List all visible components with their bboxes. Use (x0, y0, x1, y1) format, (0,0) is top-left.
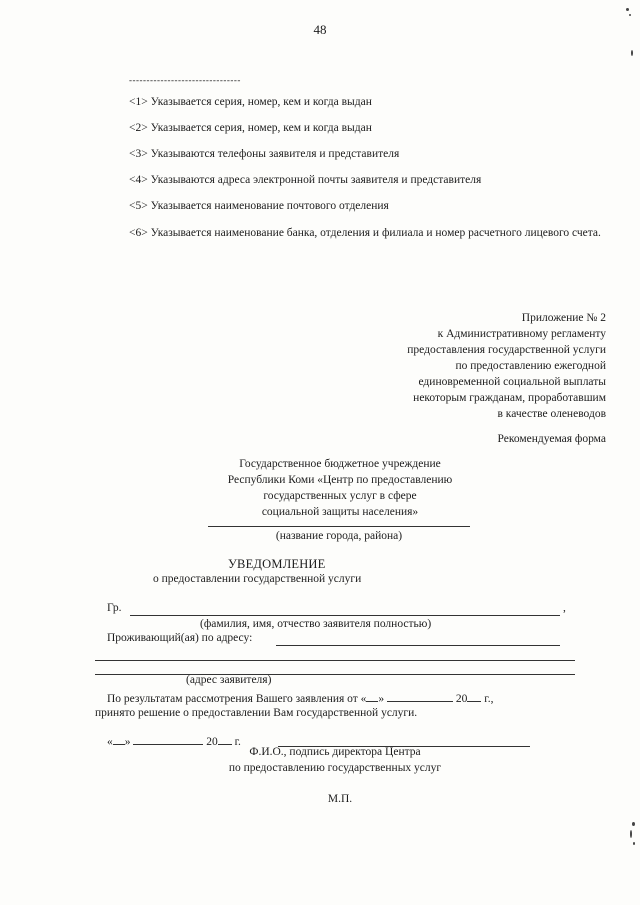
result-year: 20 (455, 693, 468, 705)
address-line-1 (95, 660, 575, 661)
sign-date-close: » (124, 736, 131, 748)
appendix-line-1: Приложение № 2 (521, 312, 606, 324)
residence-line (276, 645, 560, 646)
scan-speck (633, 842, 635, 845)
citizen-line-end: , (563, 602, 566, 614)
stamp-label: М.П. (327, 793, 353, 805)
result-year-blank (467, 690, 481, 702)
footnote-6: <6> Указывается наименование банка, отделения и филиала и номер расчетного лицевого счета. (129, 227, 601, 239)
appendix-line-3: предоставления государственной услуги (407, 344, 606, 356)
footnote-2: <2> Указывается серия, номер, кем и когда выдан (129, 122, 372, 134)
signature-caption-2: по предоставлению государственных услуг (228, 762, 442, 774)
institution-line-2: Республики Коми «Центр по предоставлению (227, 474, 453, 486)
appendix-line-5: единовременной социальной выплаты (418, 376, 606, 388)
footnote-5: <5> Указывается наименование почтового отделения (129, 200, 389, 212)
appendix-line-4: по предоставлению ежегодной (455, 360, 606, 372)
result-text (107, 690, 493, 705)
footnote-4: <4> Указываются адреса электронной почты заявителя и представителя (129, 174, 482, 186)
footnote-separator: -------------------------------- (129, 75, 241, 85)
sign-year: 20 (206, 736, 218, 748)
result-month-blank (387, 690, 453, 702)
sign-day-blank (113, 733, 125, 745)
footnote-3: <3> Указываются телефоны заявителя и представителя (129, 148, 400, 160)
result-text-mid: » (378, 693, 385, 705)
sign-month-blank (133, 733, 203, 745)
sign-year-suffix: г. (234, 736, 241, 748)
scan-speck (631, 50, 633, 56)
scan-speck (629, 14, 631, 16)
scan-speck (630, 830, 632, 838)
sign-year-blank (218, 733, 232, 745)
signature-caption-1: Ф.И.О., подпись директора Центра (249, 746, 421, 758)
notice-title: УВЕДОМЛЕНИЕ (228, 557, 326, 571)
institution-line-1: Государственное бюджетное учреждение (239, 458, 441, 470)
result-text-prefix: По результатам рассмотрения Вашего заявления от « (107, 693, 367, 705)
scan-speck (626, 8, 629, 11)
residence-label: Проживающий(ая) по адресу: (107, 632, 253, 644)
notice-subtitle: о предоставлении государственной услуги (153, 573, 362, 585)
scan-speck (632, 822, 635, 826)
appendix-line-7: в качестве оленеводов (497, 408, 606, 420)
recommended-form-label: Рекомендуемая форма (497, 433, 606, 445)
decision-text: принято решение о предоставлении Вам государственной услуги. (95, 707, 418, 719)
address-caption: (адрес заявителя) (186, 674, 272, 686)
appendix-line-6: некоторым гражданам, проработавшим (413, 392, 606, 404)
address-line-2 (95, 674, 575, 675)
city-line (208, 526, 470, 527)
institution-line-3: государственных услуг в сфере (263, 490, 417, 502)
sign-date-open: « (107, 736, 113, 748)
institution-line-4: социальной защиты населения» (261, 506, 419, 518)
citizen-name-line (130, 615, 560, 616)
result-day-blank (366, 690, 378, 702)
footnote-1: <1> Указывается серия, номер, кем и когда выдан (129, 96, 372, 108)
city-caption: (название города, района) (275, 530, 403, 542)
citizen-label: Гр. (107, 602, 122, 614)
appendix-line-2: к Административному регламенту (437, 328, 606, 340)
result-year-suffix: г., (484, 693, 494, 705)
citizen-caption: (фамилия, имя, отчество заявителя полностью) (200, 618, 432, 630)
page-number: 48 (313, 22, 327, 37)
